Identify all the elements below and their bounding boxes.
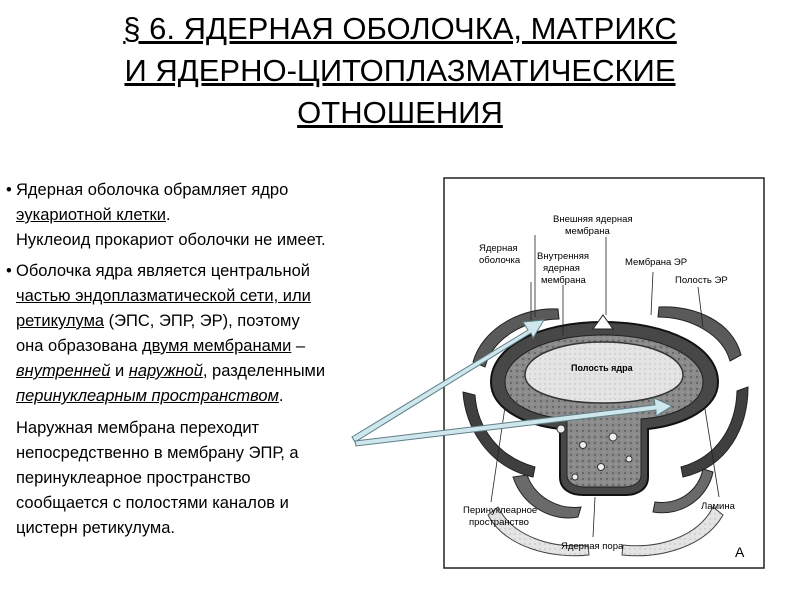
b2-term-outer: наружной — [128, 362, 203, 380]
b1-a: Ядерная оболочка обрамляет ядро — [16, 181, 289, 199]
b2-i: и — [110, 362, 129, 380]
label-panel: А — [735, 544, 745, 560]
label-perinuclear-1: Перинуклеарное — [463, 505, 538, 516]
b2-m: . — [278, 387, 284, 405]
b2-g: – — [291, 337, 306, 355]
b1-c: . — [165, 206, 171, 224]
title-line-3: ОТНОШЕНИЯ — [297, 95, 503, 130]
label-inner-membrane-1: Внутренняя — [537, 251, 590, 262]
title-line-1: § 6. ЯДЕРНАЯ ОБОЛОЧКА, МАТРИКС — [123, 11, 677, 46]
b2-term-er-part: частью эндоплазматической сети, или — [16, 287, 311, 305]
label-envelope-1: Ядерная — [479, 243, 518, 254]
label-er-lumen: Полость ЭР — [675, 275, 728, 286]
label-lamina: Ламина — [701, 501, 735, 512]
label-inner-membrane-2: ядерная — [543, 263, 580, 274]
b2-d: (ЭПС, ЭПР, ЭР), поэтому — [104, 312, 300, 330]
p3-line-1: Наружная мембрана переходит — [16, 419, 260, 437]
label-nucleus-cavity: Полость ядра — [571, 363, 633, 373]
b2-term-reticulum: ретикулума — [16, 312, 105, 330]
bullet-mark: • — [6, 262, 12, 280]
p3-line-5: цистерн ретикулума. — [16, 519, 176, 537]
label-outer-membrane-2: мембрана — [565, 226, 610, 237]
p3-line-2: непосредственно в мембрану ЭПР, а — [16, 444, 299, 462]
b1-term-eukaryote: эукариотной клетки — [16, 206, 166, 224]
p3-line-4: сообщается с полостями каналов и — [16, 494, 289, 512]
b2-term-two-membranes: двумя мембранами — [142, 337, 292, 355]
p3-line-3: перинуклеарное пространство — [16, 469, 251, 487]
label-perinuclear-2: пространство — [469, 517, 529, 528]
arrow-to-er-membrane — [355, 398, 672, 446]
b2-e: она образована — [16, 337, 143, 355]
label-er-membrane: Мембрана ЭР — [625, 257, 688, 268]
b1-d: Нуклеоид прокариот оболочки не имеет. — [16, 231, 326, 249]
label-outer-membrane-1: Внешняя ядерная — [553, 214, 633, 225]
label-nuclear-pore: Ядерная пора — [561, 541, 624, 552]
label-inner-membrane-3: мембрана — [541, 275, 586, 286]
b2-term-perinuclear: перинуклеарным пространством — [16, 387, 279, 405]
label-envelope-2: оболочка — [479, 255, 521, 266]
b2-k: , разделенными — [202, 362, 326, 380]
bullet-mark: • — [6, 181, 12, 199]
b2-term-inner: внутренней — [16, 362, 111, 380]
title-line-2: И ЯДЕРНО-ЦИТОПЛАЗМАТИЧЕСКИЕ — [124, 53, 676, 88]
b2-a: Оболочка ядра является центральной — [16, 262, 311, 280]
